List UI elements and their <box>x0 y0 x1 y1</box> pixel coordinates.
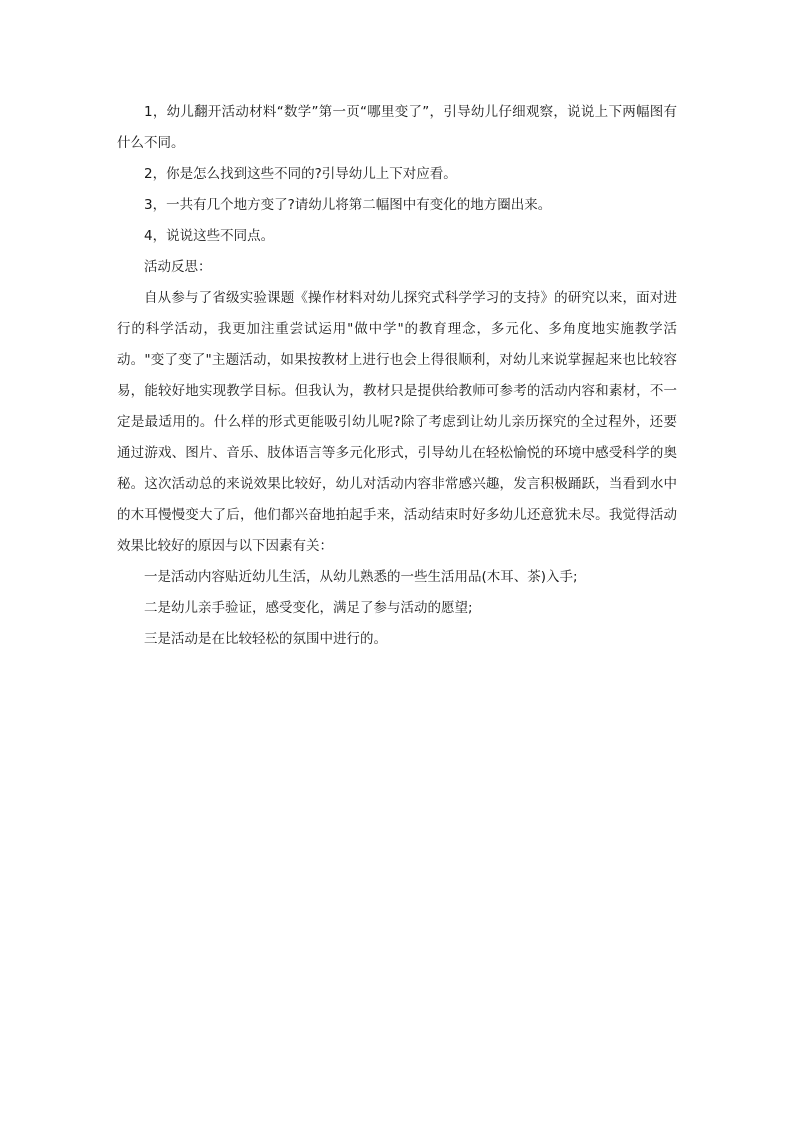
reason-1-paragraph: 一是活动内容贴近幼儿生活，从幼儿熟悉的一些生活用品(木耳、茶)入手; <box>144 569 578 585</box>
reflection-body-paragraph: 自从参与了省级实验课题《操作材料对幼儿探究式科学学习的支持》的研究以来，面对进行的科学活动，我更加注重尝试运用"做中学"的教育理念，多元化、多角度地实施教学活动。"变了变了"主题活动，如果按教材上进行也会上得很顺利，对幼儿来说掌握起来也比较容易，能较好地实现教学目标。但我认为，教材只是提供给教师可参考的活动内容和素材，不一定是最适用的。什么样的形式更能吸引幼儿呢?除了考虑到让幼儿亲历探究的全过程外，还要通过游戏、图片、音乐、肢体语言等多元化形式，引导幼儿在轻松愉悦的环境中感受科学的奥秘。这次活动总的来说效果比较好，幼儿对活动内容非常感兴趣，发言积极踊跃，当看到水中的木耳慢慢变大了后，他们都兴奋地拍起手来，活动结束时好多幼儿还意犹未尽。我觉得活动效果比较好的原因与以下因素有关： <box>117 290 677 554</box>
step-2-paragraph: 2，你是怎么找到这些不同的?引导幼儿上下对应看。 <box>144 166 457 182</box>
reflection-heading: 活动反思： <box>144 259 212 275</box>
document-page <box>117 97 677 655</box>
reason-3-paragraph: 三是活动是在比较轻松的氛围中进行的。 <box>144 631 387 647</box>
step-1-paragraph: 1，幼儿翻开活动材料“数学”第一页“哪里变了”，引导幼儿仔细观察，说说上下两幅图有什么不同。 <box>117 104 677 151</box>
step-4-paragraph: 4，说说这些不同点。 <box>144 228 275 244</box>
step-3-paragraph: 3，一共有几个地方变了?请幼儿将第二幅图中有变化的地方圈出来。 <box>144 197 552 213</box>
reason-2-paragraph: 二是幼儿亲手验证，感受变化，满足了参与活动的愿望; <box>144 600 473 616</box>
